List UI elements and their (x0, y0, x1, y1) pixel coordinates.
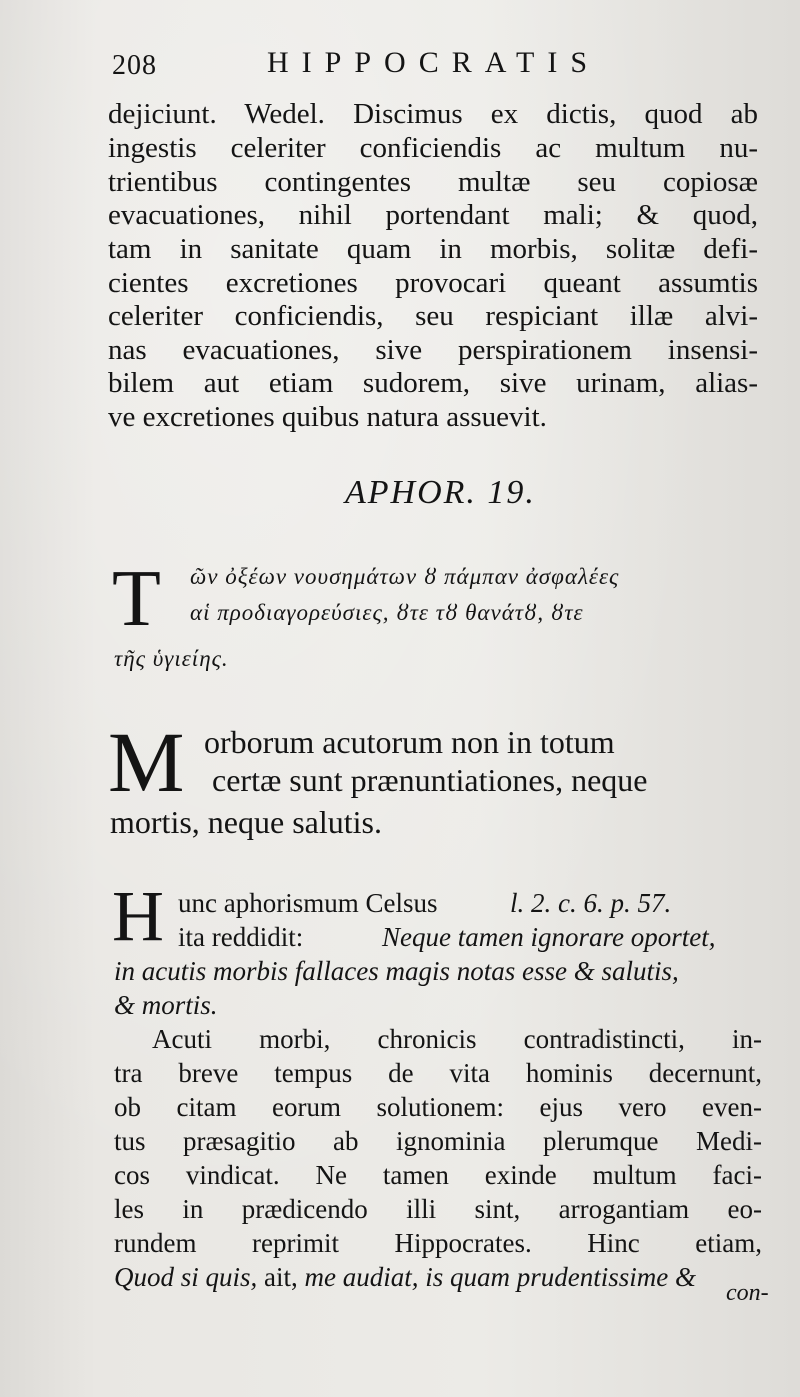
running-title: HIPPOCRATIS (267, 46, 601, 79)
aphorism-line: orborum acutorum non in totum (204, 724, 615, 760)
commentary-line: les in prædicendo illi sint, arrogantiam eo- (114, 1194, 762, 1224)
greek-line: τῆς ὑγιείης. (114, 646, 229, 671)
text-line: nas evacuationes, sive perspirationem insensi- (108, 334, 758, 366)
commentary-line: ita reddidit: (178, 922, 304, 952)
text-line: dejiciunt. Wedel. Discimus ex dictis, quod ab (108, 98, 758, 130)
text-line: tam in sanitate quam in morbis, solitæ defi- (108, 233, 758, 265)
aphorism-line: mortis, neque salutis. (110, 804, 382, 840)
text-line: ingestis celeriter conficiendis ac multum nu- (108, 132, 758, 164)
commentary-quote: in acutis morbis fallaces magis notas esse & salutis, (114, 956, 679, 986)
commentary-quote: & mortis. (114, 990, 218, 1020)
quote-fragment: me audiat, is quam prudentissime & (304, 1262, 697, 1292)
text-line: trientibus contingentes multæ seu copiosæ (108, 166, 758, 198)
greek-line: ῶν ὀξέων νουσημάτων ȣ πάμπαν ἀσφαλέες (190, 564, 620, 589)
text-line: bilem aut etiam sudorem, sive urinam, alias- (108, 367, 758, 399)
commentary-line: rundem reprimit Hippocrates. Hinc etiam, (114, 1228, 762, 1258)
catchword: con- (726, 1280, 769, 1306)
commentary-citation: l. 2. c. 6. p. 57. (510, 888, 672, 918)
running-head (112, 44, 752, 84)
text-line: ve excretiones quibus natura assuevit. (108, 401, 547, 433)
greek-drop-initial: T (112, 555, 161, 643)
commentary-last-line (114, 1262, 696, 1293)
aphorism-line: certæ sunt prænuntiationes, neque (212, 762, 648, 798)
commentary-line: unc aphorismum Celsus (178, 888, 438, 918)
commentary-drop-initial: H (112, 876, 164, 956)
text-fragment: ait, (264, 1262, 298, 1292)
commentary-line: tus præsagitio ab ignominia plerumque Medi- (114, 1126, 762, 1156)
greek-line: αἱ προδιαγορεύσιες, ȣτε τȣ θανάτȣ, ȣτε (190, 600, 584, 625)
text-line: evacuationes, nihil portendant mali; & quod, (108, 199, 758, 231)
aphorism-heading: APHOR. 19. (345, 474, 536, 511)
commentary-line: ob citam eorum solutionem: ejus vero even- (114, 1092, 762, 1122)
latin-drop-initial: M (108, 714, 185, 810)
commentary-quote: Neque tamen ignorare oportet, (382, 922, 716, 952)
page-number: 208 (112, 50, 157, 81)
commentary-line: cos vindicat. Ne tamen exinde multum faci- (114, 1160, 762, 1190)
quote-fragment: Quod si quis, (114, 1262, 258, 1292)
text-line: celeriter conficiendis, seu respiciant illæ alvi- (108, 300, 758, 332)
commentary-line: tra breve tempus de vita hominis decernunt, (114, 1058, 762, 1088)
text-line: cientes excretiones provocari queant assumtis (108, 267, 758, 299)
commentary-line: Acuti morbi, chronicis contradistincti, in- (152, 1024, 762, 1054)
